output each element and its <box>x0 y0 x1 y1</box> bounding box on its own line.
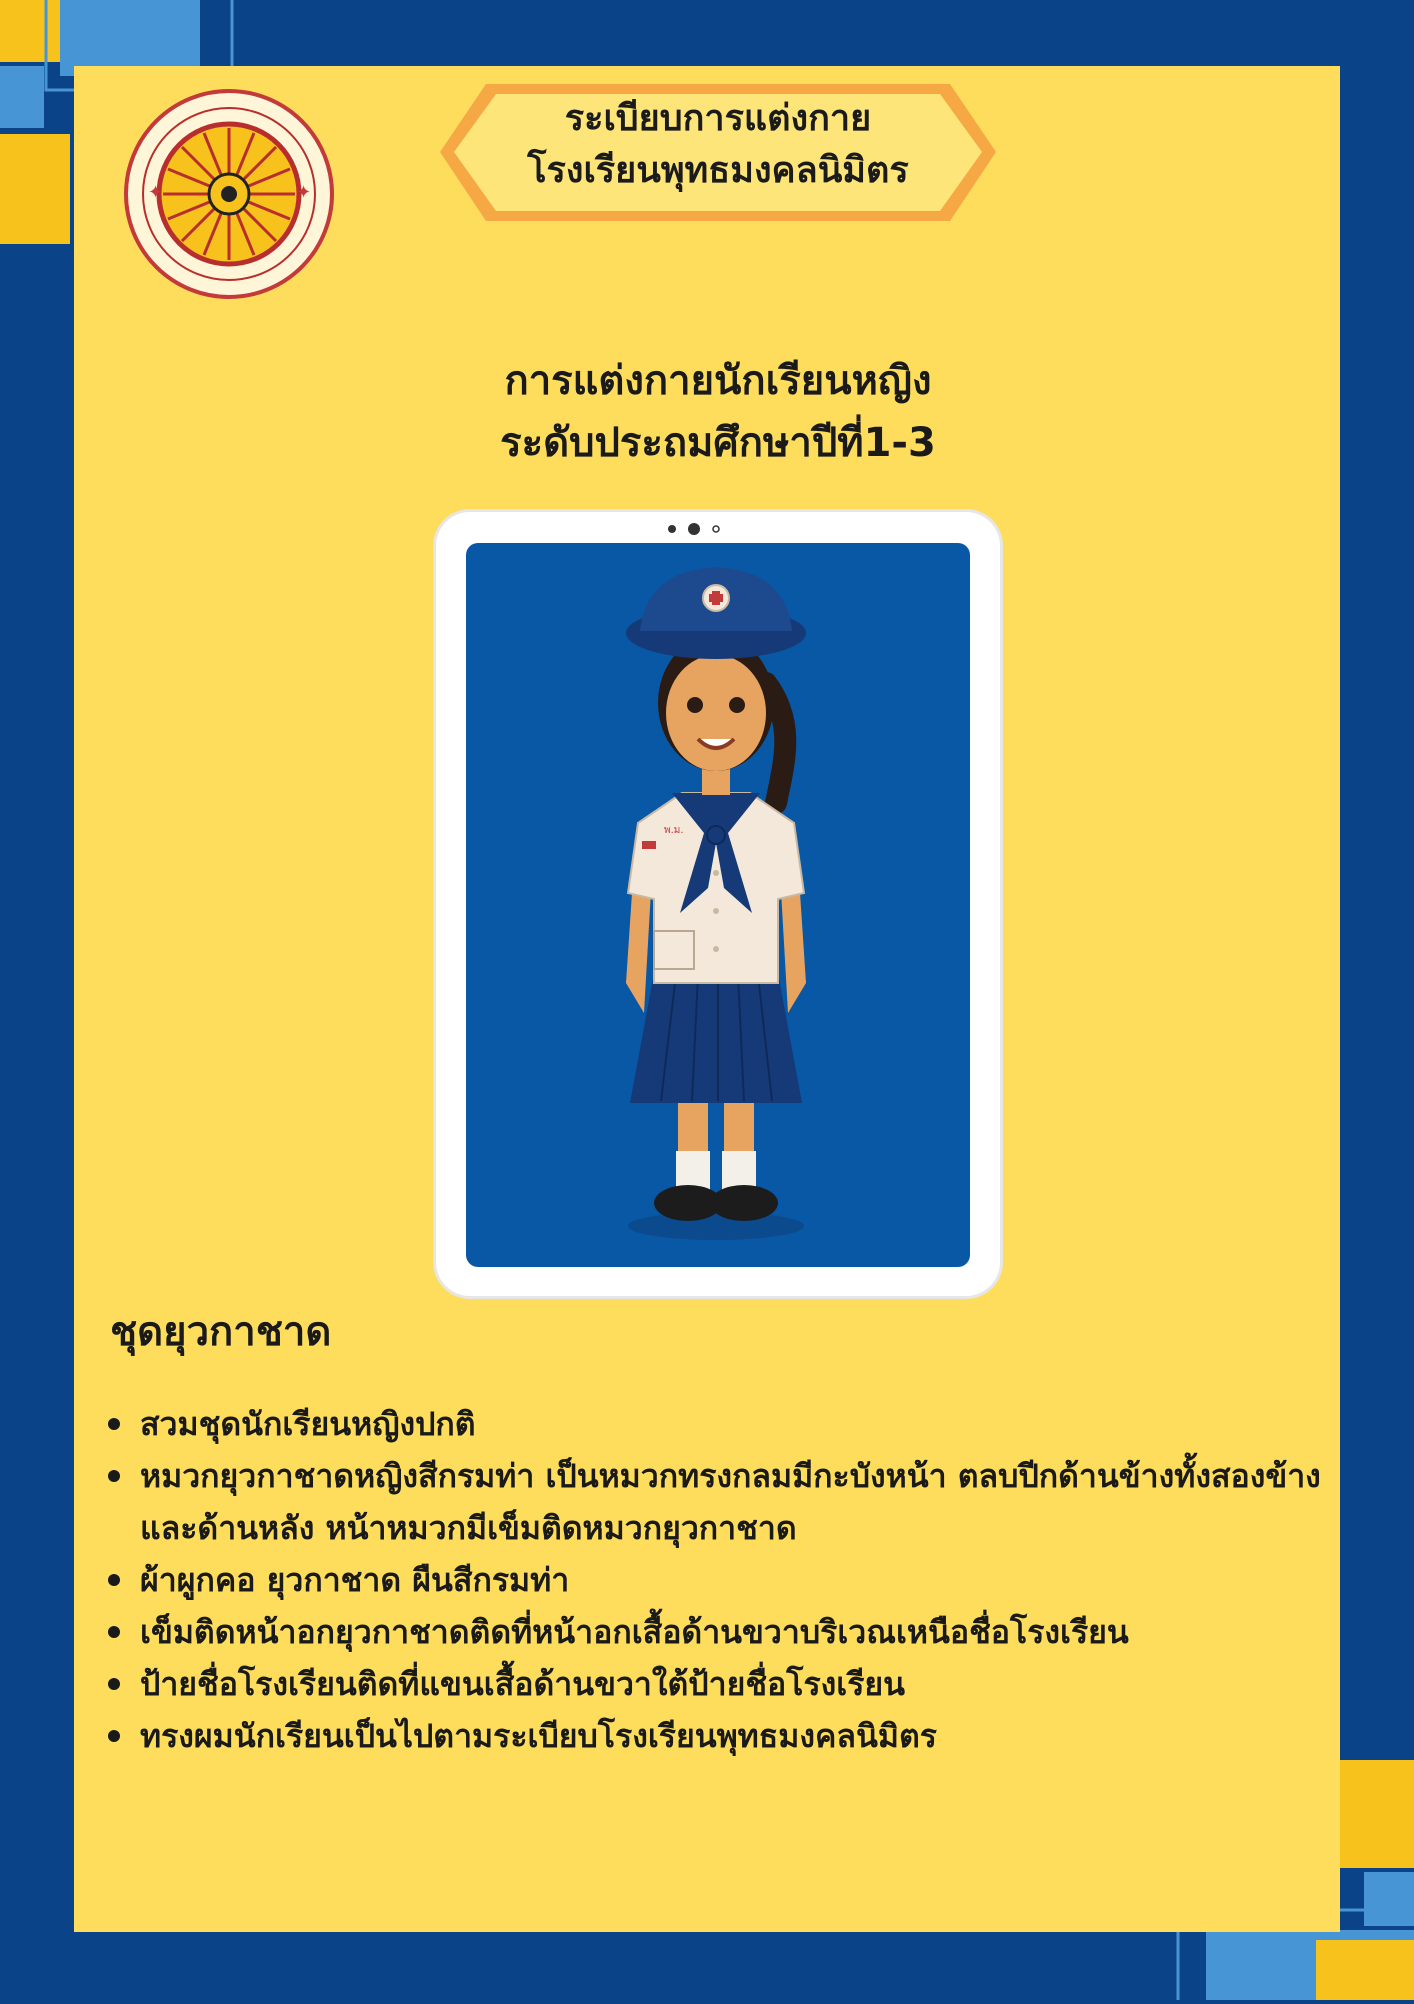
svg-text:✦: ✦ <box>148 182 164 203</box>
list-item: เข็มติดหน้าอกยุวกาชาดติดที่หน้าอกเสื้อด้านขวาบริเวณเหนือชื่อโรงเรียน <box>104 1606 1334 1658</box>
page-subtitle <box>400 350 1036 474</box>
section-title: ชุดยุวกาชาด <box>110 1309 332 1355</box>
list-item: ผ้าผูกคอ ยุวกาชาด ผืนสีกรมท่า <box>104 1554 1334 1606</box>
uniform-illustration <box>466 543 970 1267</box>
list-item: ทรงผมนักเรียนเป็นไปตามระเบียบโรงเรียนพุทธมงคลนิมิตร <box>104 1710 1334 1762</box>
list-item: สวมชุดนักเรียนหญิงปกติ <box>104 1398 1334 1450</box>
shirt-name-tag: พ.ม. <box>664 825 684 836</box>
list-item: ป้ายชื่อโรงเรียนติดที่แขนเสื้อด้านขวาใต้ป้ายชื่อโรงเรียน <box>104 1658 1334 1710</box>
title-line-1: ระเบียบการแต่งกาย <box>564 98 872 139</box>
school-logo <box>120 88 338 300</box>
list-item: หมวกยุวกาชาดหญิงสีกรมท่า เป็นหมวกทรงกลมมีกะบังหน้า ตลบปีกด้านข้างทั้งสองข้างและด้านหลัง หน้าหมวกมีเข็มติดหมวกยุวกาชาด <box>104 1450 1334 1554</box>
title-line-2: โรงเรียนพุทธมงคลนิมิตร <box>527 150 909 191</box>
svg-text:✦: ✦ <box>296 182 312 203</box>
page-title <box>436 93 1000 197</box>
subtitle-line-2: ระดับประถมศึกษาปีที่1-3 <box>500 420 936 466</box>
uniform-rules-list <box>104 1398 1334 1762</box>
subtitle-line-1: การแต่งกายนักเรียนหญิง <box>504 358 932 404</box>
